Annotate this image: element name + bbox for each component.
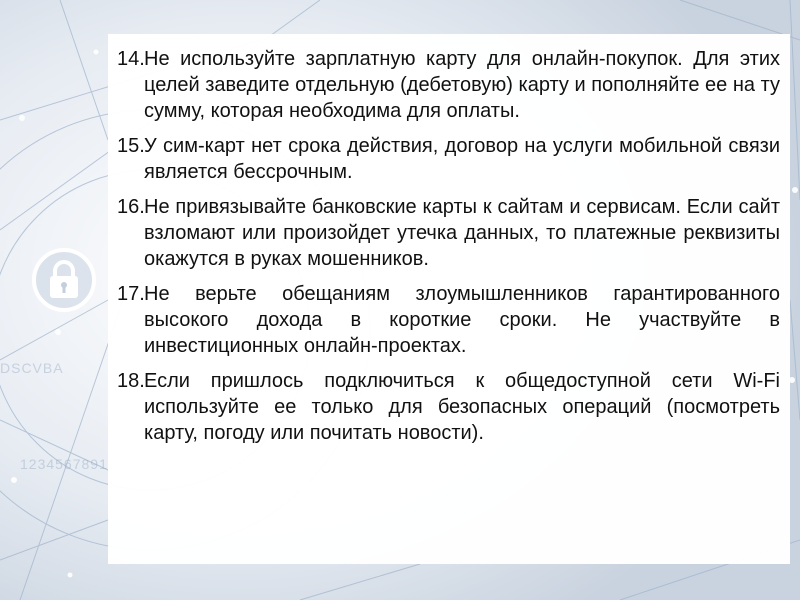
tip-text: Не привязывайте банковские карты к сайтам и сервисам. Если сайт взломают или произойдет утечка данных, то платежные реквизиты окажутся в руках мошенников. (144, 196, 780, 270)
tip-number: 16. (117, 196, 145, 218)
tips-list (117, 46, 780, 446)
tip-item-14 (117, 46, 780, 124)
tips-panel (108, 34, 790, 564)
tip-number: 15. (117, 135, 145, 157)
tip-number: 17. (117, 283, 145, 305)
tip-item-17 (117, 281, 780, 359)
tip-text: У сим-карт нет срока действия, договор на услуги мобильной связи является бессрочным. (144, 135, 780, 183)
tip-item-15 (117, 133, 780, 185)
padlock-icon (31, 247, 97, 318)
tip-text: Не верьте обещаниям злоумышленников гарантированного высокого дохода в короткие сроки. Не участвуйте в инвестиционных онлайн-проектах. (144, 283, 780, 357)
tip-number: 18. (117, 370, 145, 392)
tip-item-16 (117, 194, 780, 272)
tip-text: Не используйте зарплатную карту для онлайн-покупок. Для этих целей заведите отдельную (дебетовую) карту и пополняйте ее на ту сумму, которая необходима для оплаты. (144, 48, 780, 122)
background-digits: 1234567891 (20, 456, 108, 472)
tip-text: Если пришлось подключиться к общедоступной сети Wi-Fi используйте ее только для безопасных операций (посмотреть карту, погоду или почитать новости). (144, 370, 780, 444)
tip-item-18 (117, 368, 780, 446)
tip-number: 14. (117, 48, 145, 70)
background-letters: DSCVBA (0, 360, 64, 376)
